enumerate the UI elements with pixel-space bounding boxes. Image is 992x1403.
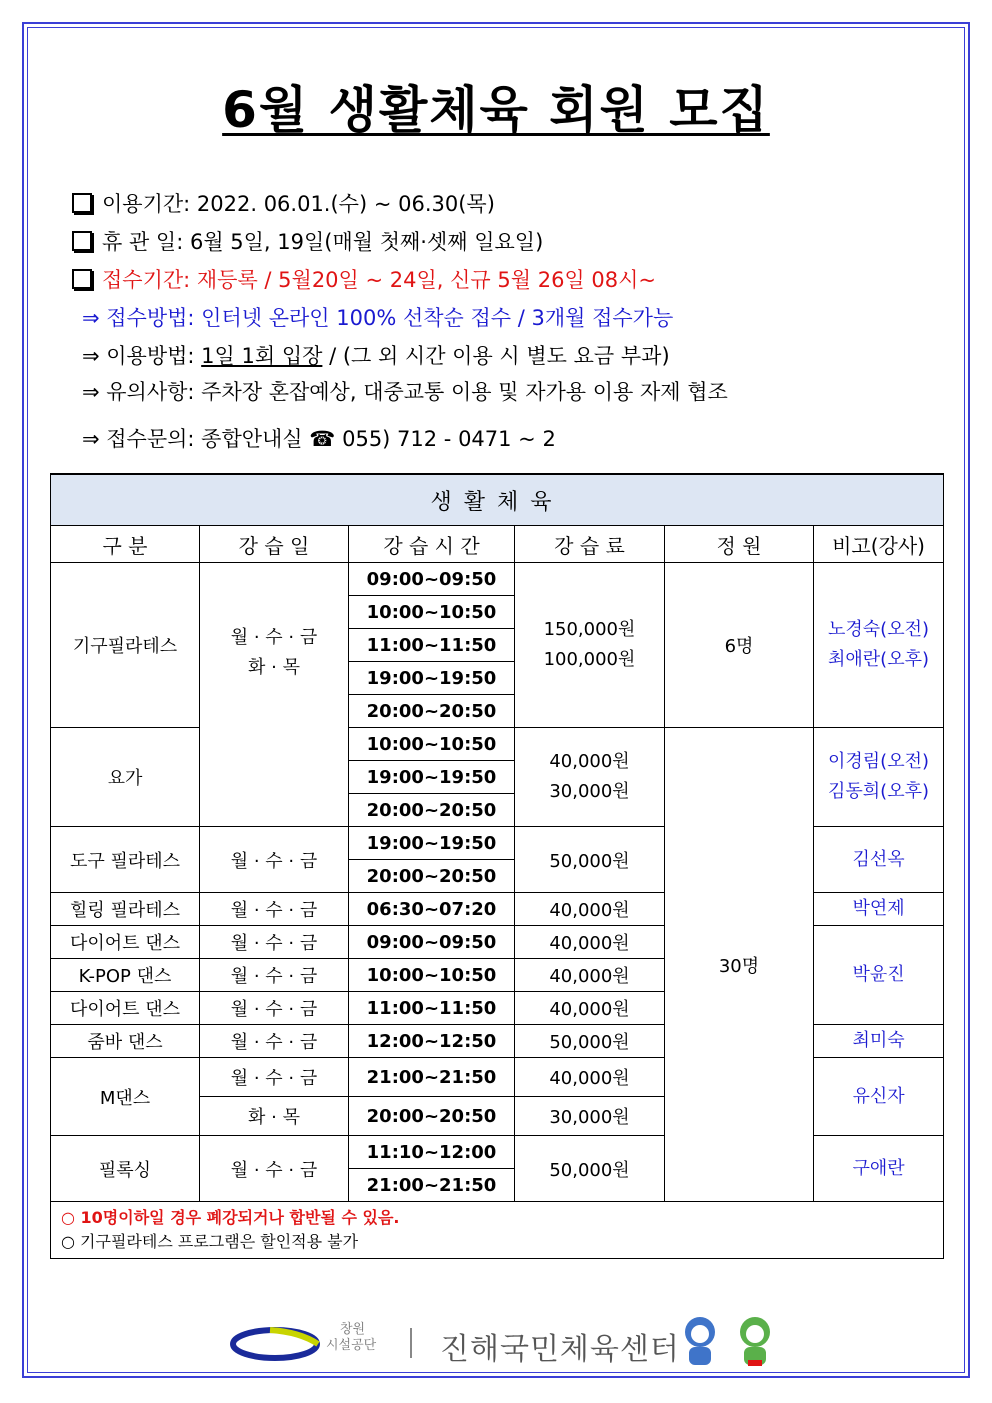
program-instructor: 유신자 bbox=[814, 1058, 944, 1136]
center-name: 진해국민체육센터 bbox=[440, 1332, 680, 1367]
changwon-logo-icon bbox=[230, 1324, 320, 1364]
program-time: 20:00~20:50 bbox=[349, 860, 515, 893]
header-category: 구 분 bbox=[51, 526, 200, 563]
info-reception: 접수기간: 재등록 / 5월20일 ~ 24일, 신규 5월 26일 08시~ bbox=[72, 264, 656, 294]
checkbox-icon bbox=[72, 231, 92, 251]
note-discount: ○ 기구필라테스 프로그램은 할인적용 불가 bbox=[61, 1232, 359, 1251]
program-name: 다이어트 댄스 bbox=[51, 992, 200, 1025]
program-time: 10:00~10:50 bbox=[349, 728, 515, 761]
checkbox-icon bbox=[72, 269, 92, 289]
org-name: 창원 시설공단 bbox=[326, 1322, 377, 1353]
program-instructor: 노경숙(오전) 최애란(오후) bbox=[814, 563, 944, 728]
note-closing: ○ 10명이하일 경우 폐강되거나 합반될 수 있음. bbox=[61, 1208, 400, 1227]
program-days: 월 · 수 · 금 bbox=[200, 992, 349, 1025]
footer-logo-area bbox=[230, 1316, 790, 1376]
program-fee: 150,000원 100,000원 bbox=[515, 563, 665, 728]
program-time: 19:00~19:50 bbox=[349, 761, 515, 794]
program-time: 20:00~20:50 bbox=[349, 1097, 515, 1136]
info-contact: ⇒ 접수문의: 종합안내실 ☎ 055) 712 - 0471 ~ 2 bbox=[82, 427, 556, 451]
program-days: 월 · 수 · 금 bbox=[200, 926, 349, 959]
program-fee: 40,000원 bbox=[515, 1058, 665, 1097]
mascot-green-icon bbox=[730, 1314, 780, 1369]
program-time: 11:10~12:00 bbox=[349, 1136, 515, 1169]
program-days: 월 · 수 · 금 bbox=[200, 893, 349, 926]
program-name: 기구필라테스 bbox=[51, 563, 200, 728]
program-fee: 50,000원 bbox=[515, 1025, 665, 1058]
header-instructor: 비고(강사) bbox=[814, 526, 944, 563]
program-fee: 40,000원 bbox=[515, 893, 665, 926]
header-capacity: 정 원 bbox=[665, 526, 814, 563]
program-name: 다이어트 댄스 bbox=[51, 926, 200, 959]
program-name: K-POP 댄스 bbox=[51, 959, 200, 992]
program-time: 19:00~19:50 bbox=[349, 662, 515, 695]
program-time: 09:00~09:50 bbox=[349, 926, 515, 959]
notes-row bbox=[51, 1202, 944, 1259]
checkbox-icon bbox=[72, 193, 92, 213]
program-instructor: 박윤진 bbox=[814, 926, 944, 1025]
program-time: 20:00~20:50 bbox=[349, 695, 515, 728]
program-fee: 40,000원 bbox=[515, 959, 665, 992]
program-time: 20:00~20:50 bbox=[349, 794, 515, 827]
schedule-table bbox=[50, 473, 944, 1259]
program-time: 06:30~07:20 bbox=[349, 893, 515, 926]
program-days: 월 · 수 · 금 bbox=[200, 827, 349, 893]
program-capacity: 30명 bbox=[665, 728, 814, 1202]
program-instructor: 박연제 bbox=[814, 893, 944, 926]
program-name: 요가 bbox=[51, 728, 200, 827]
program-days: 월 · 수 · 금 bbox=[200, 959, 349, 992]
footer-divider bbox=[410, 1328, 412, 1358]
program-time: 11:00~11:50 bbox=[349, 992, 515, 1025]
mascot-blue-icon bbox=[675, 1314, 725, 1369]
program-instructor: 김선옥 bbox=[814, 827, 944, 893]
program-instructor: 이경림(오전) 김동희(오후) bbox=[814, 728, 944, 827]
info-notice: ⇒ 유의사항: 주차장 혼잡예상, 대중교통 이용 및 자가용 이용 자제 협조 bbox=[82, 380, 728, 404]
program-instructor: 최미숙 bbox=[814, 1025, 944, 1058]
program-time: 21:00~21:50 bbox=[349, 1169, 515, 1202]
program-time: 12:00~12:50 bbox=[349, 1025, 515, 1058]
program-days: 화 · 목 bbox=[200, 1097, 349, 1136]
table-notes bbox=[51, 1202, 944, 1259]
program-fee: 40,000원 bbox=[515, 926, 665, 959]
program-time: 10:00~10:50 bbox=[349, 596, 515, 629]
program-capacity: 6명 bbox=[665, 563, 814, 728]
program-time: 11:00~11:50 bbox=[349, 629, 515, 662]
header-fee: 강 습 료 bbox=[515, 526, 665, 563]
program-name: 필록싱 bbox=[51, 1136, 200, 1202]
program-fee: 30,000원 bbox=[515, 1097, 665, 1136]
program-days: 월 · 수 · 금 bbox=[200, 1058, 349, 1097]
info-period: 이용기간: 2022. 06.01.(수) ~ 06.30(목) bbox=[72, 188, 495, 218]
page-title: 6월 생활체육 회원 모집 bbox=[222, 81, 770, 139]
table-title: 생활체육 bbox=[51, 474, 944, 526]
program-days: 월 · 수 · 금 bbox=[200, 1025, 349, 1058]
program-fee: 50,000원 bbox=[515, 1136, 665, 1202]
info-usage: ⇒ 이용방법: 1일 1회 입장 / (그 외 시간 이용 시 별도 요금 부과) bbox=[82, 344, 670, 368]
program-name: 줌바 댄스 bbox=[51, 1025, 200, 1058]
program-time: 19:00~19:50 bbox=[349, 827, 515, 860]
program-time: 10:00~10:50 bbox=[349, 959, 515, 992]
program-name: 힐링 필라테스 bbox=[51, 893, 200, 926]
program-name: M댄스 bbox=[51, 1058, 200, 1136]
header-days: 강 습 일 bbox=[200, 526, 349, 563]
program-fee: 40,000원 bbox=[515, 992, 665, 1025]
header-time: 강 습 시 간 bbox=[349, 526, 515, 563]
program-name: 도구 필라테스 bbox=[51, 827, 200, 893]
program-fee: 50,000원 bbox=[515, 827, 665, 893]
program-time: 21:00~21:50 bbox=[349, 1058, 515, 1097]
table-row bbox=[51, 563, 944, 596]
program-fee: 40,000원 30,000원 bbox=[515, 728, 665, 827]
table-header-row bbox=[51, 526, 944, 563]
program-days: 월 · 수 · 금 화 · 목 bbox=[200, 563, 349, 827]
program-time: 09:00~09:50 bbox=[349, 563, 515, 596]
program-instructor: 구애란 bbox=[814, 1136, 944, 1202]
info-closed: 휴 관 일: 6월 5일, 19일(매월 첫째·셋째 일요일) bbox=[72, 226, 543, 256]
info-method: ⇒ 접수방법: 인터넷 온라인 100% 선착순 접수 / 3개월 접수가능 bbox=[82, 306, 674, 330]
table-row bbox=[51, 728, 944, 761]
program-days: 월 · 수 · 금 bbox=[200, 1136, 349, 1202]
